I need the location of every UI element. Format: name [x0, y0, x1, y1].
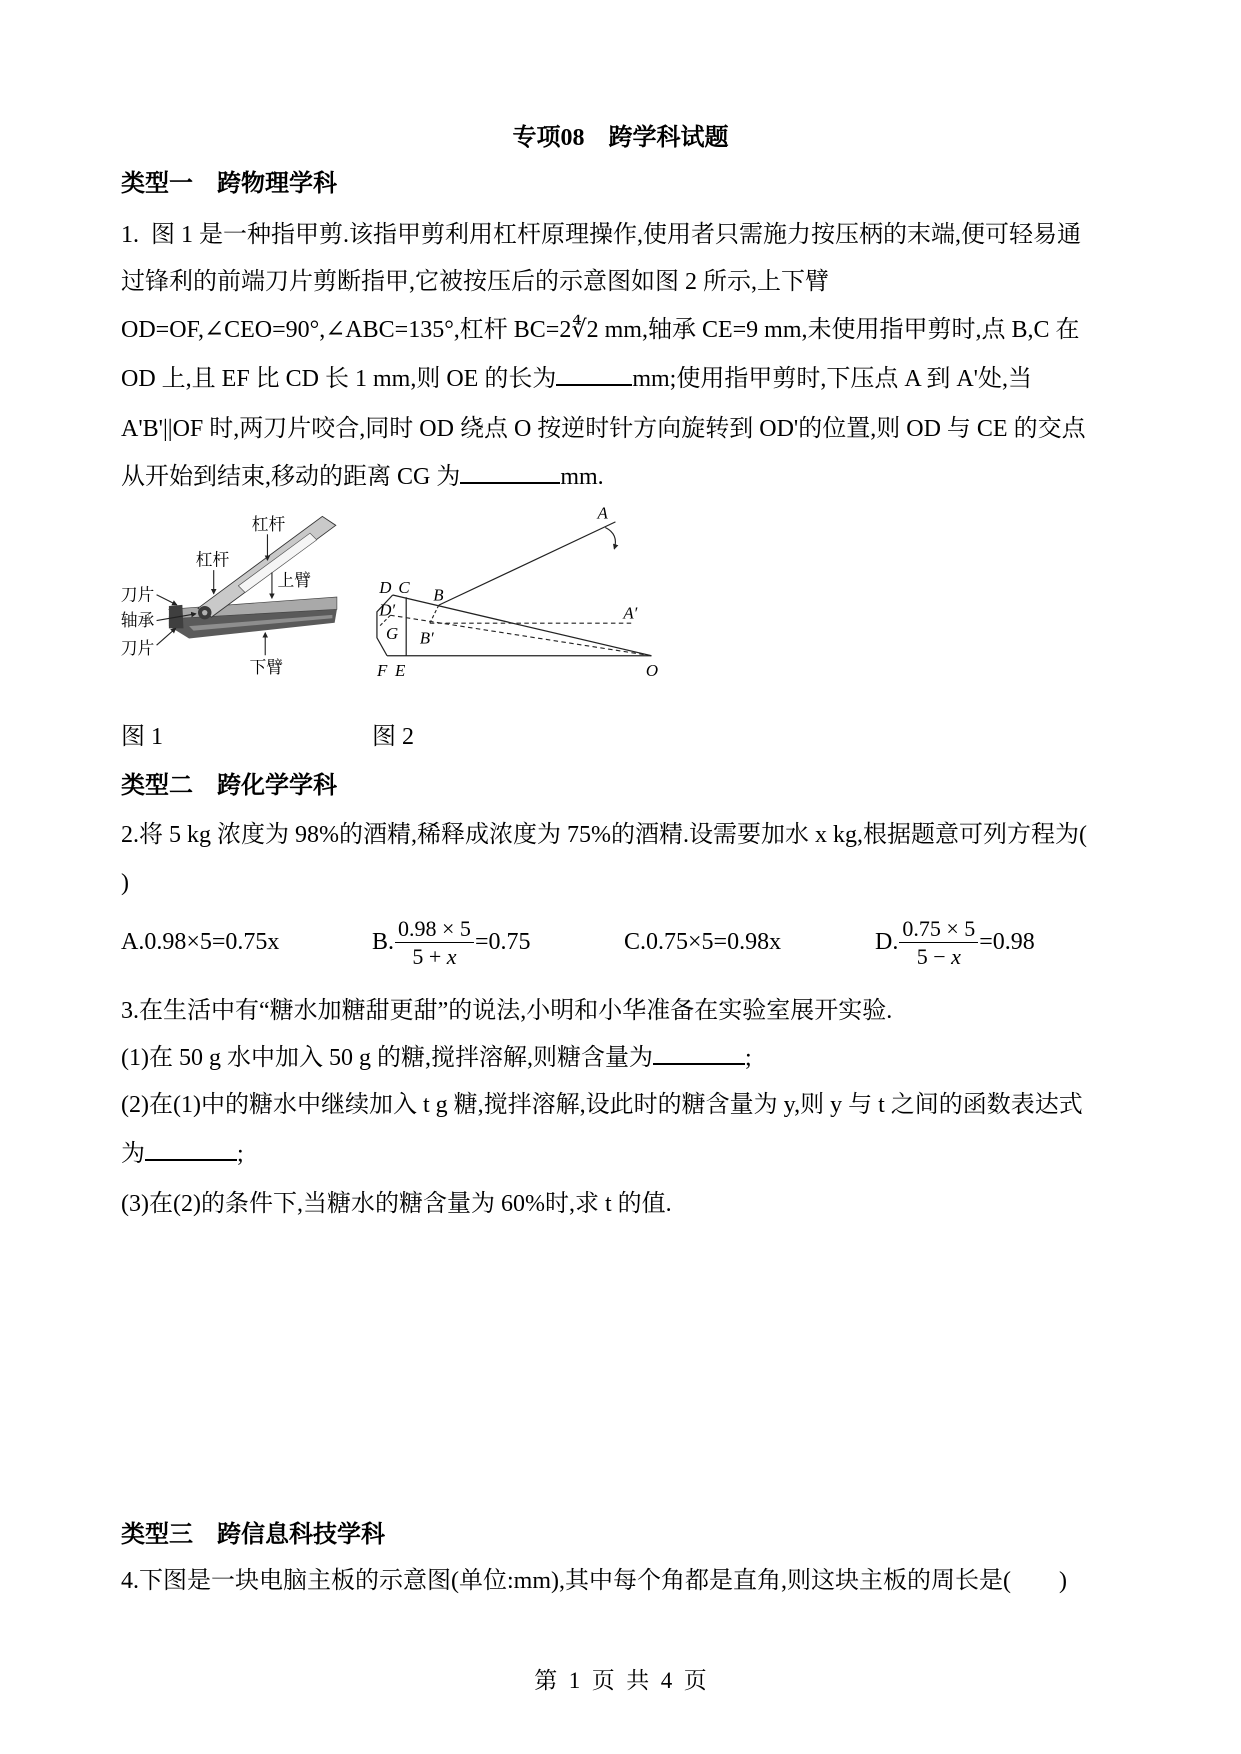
- section-heading-physics: 类型一 跨物理学科: [121, 171, 337, 197]
- page-title: 专项08 跨学科试题: [512, 125, 729, 151]
- option-b-fraction: [395, 915, 474, 970]
- segment-B-B-prime-dashed: [430, 605, 439, 623]
- point-label-D-prime: D′: [379, 600, 396, 620]
- option-d-suffix: =0.98: [979, 928, 1035, 955]
- figure-2-caption: 图 2: [372, 724, 414, 750]
- question-2-stem-end: ): [121, 870, 129, 896]
- question-1-line-6-text-after: mm.: [560, 464, 604, 490]
- question-3-part-1-end: ;: [744, 1045, 752, 1071]
- question-3-part-2-line-2-text: 为: [121, 1141, 145, 1167]
- figure-2-geometry-diagram: [372, 505, 662, 685]
- point-label-A: A: [597, 505, 608, 523]
- point-label-B: B: [433, 585, 444, 605]
- section-heading-info-tech: 类型三 跨信息科技学科: [121, 1522, 385, 1548]
- option-b-denominator-var: x: [446, 943, 457, 969]
- figure-1-nail-clipper: [118, 513, 343, 681]
- option-d-fraction: [899, 915, 978, 970]
- question-2-stem: 2.将 5 kg 浓度为 98%的酒精,稀释成浓度为 75%的酒精.设需要加水 x kg,根据题意可列方程为(: [121, 822, 1087, 848]
- point-label-G: G: [385, 623, 399, 643]
- question-3-stem: 3.在生活中有“糖水加糖甜更甜”的说法,小明和小华准备在实验室展开实验.: [121, 998, 893, 1024]
- label-upper-arm: 上臂: [277, 570, 312, 590]
- answer-blank-oe-length: [556, 364, 632, 386]
- option-b-denominator-const: 5 +: [412, 943, 447, 969]
- question-1-line-4-text-after: mm;使用指甲剪时,下压点 A 到 A'处,当: [632, 366, 1033, 392]
- question-1-line-6: [121, 453, 604, 501]
- clipper-axle-center: [202, 610, 207, 615]
- question-2-option-b: [372, 910, 530, 974]
- question-2-option-d: [875, 910, 1035, 974]
- option-d-numerator: 0.75 × 5: [899, 915, 978, 943]
- label-lever-mid: 杠杆: [195, 550, 230, 570]
- label-lever-top: 杠杆: [251, 514, 286, 534]
- question-1-line-4: [121, 355, 1032, 403]
- question-3-part-2-line-1: (2)在(1)中的糖水中继续加入 t g 糖,搅拌溶解,设此时的糖含量为 y,则 y 与 t 之间的函数表达式: [121, 1092, 1083, 1118]
- question-1-line-4-text-before: OD 上,且 EF 比 CD 长 1 mm,则 OE 的长为: [121, 366, 557, 392]
- rotation-arrow-at-A: [605, 528, 615, 549]
- segment-BA: [439, 522, 616, 605]
- arrow-blade-top: [157, 595, 177, 605]
- option-d-denominator-var: x: [951, 943, 961, 969]
- answer-blank-cg-distance: [460, 462, 560, 484]
- option-d-denominator-const: 5 −: [916, 943, 952, 969]
- question-1-line-3: OD=OF,∠CEO=90°,∠ABC=135°,杠杆 BC=2∜2 mm,轴承 CE=9 mm,未使用指甲剪时,点 B,C 在: [121, 317, 1080, 343]
- section-heading-chemistry: 类型二 跨化学学科: [121, 773, 337, 799]
- question-3-part-1-text: (1)在 50 g 水中加入 50 g 的糖,搅拌溶解,则糖含量为: [121, 1045, 653, 1071]
- option-d-prefix: D.: [875, 928, 899, 955]
- arrow-blade-bottom: [157, 628, 176, 645]
- question-1-line-2: 过锋利的前端刀片剪断指甲,它被按压后的示意图如图 2 所示,上下臂: [121, 269, 829, 295]
- question-3-part-1: [121, 1034, 752, 1082]
- figure-1-caption: 图 1: [121, 724, 163, 750]
- point-label-B-prime: B′: [419, 628, 434, 648]
- label-blade-bottom: 刀片: [120, 639, 155, 659]
- point-label-A-prime: A′: [623, 603, 638, 623]
- question-3-part-3: (3)在(2)的条件下,当糖水的糖含量为 60%时,求 t 的值.: [121, 1191, 672, 1217]
- point-label-O: O: [645, 661, 658, 680]
- option-b-denominator: [409, 943, 459, 970]
- point-label-C: C: [398, 577, 410, 597]
- question-2-option-a: A.0.98×5=0.75x: [121, 928, 280, 955]
- point-label-D: D: [379, 577, 392, 597]
- option-b-numerator: 0.98 × 5: [395, 915, 474, 943]
- question-1-line-1: 1. 图 1 是一种指甲剪.该指甲剪利用杠杆原理操作,使用者只需施力按压柄的末端,便可轻易通: [121, 222, 1081, 248]
- option-d-denominator: [914, 943, 964, 970]
- question-2-option-c: C.0.75×5=0.98x: [624, 928, 782, 955]
- question-4-stem: 4.下图是一块电脑主板的示意图(单位:mm),其中每个角都是直角,则这块主板的周长是( ): [121, 1568, 1067, 1594]
- question-3-part-2-line-2: [121, 1130, 244, 1178]
- question-1-line-6-text-before: 从开始到结束,移动的距离 CG 为: [121, 464, 461, 490]
- page-footer: 第 1 页 共 4 页: [534, 1668, 707, 1693]
- answer-blank-sugar-content: [653, 1043, 745, 1065]
- option-b-prefix: B.: [372, 928, 395, 955]
- label-lower-arm: 下臂: [249, 658, 284, 678]
- point-label-F: F: [376, 661, 388, 680]
- label-blade-top: 刀片: [120, 585, 155, 605]
- question-3-part-2-line-2-end: ;: [237, 1141, 244, 1167]
- option-b-suffix: =0.75: [474, 928, 531, 955]
- question-1-line-5: A'B'||OF 时,两刀片咬合,同时 OD 绕点 O 按逆时针方向旋转到 OD'的位置,则 OD 与 CE 的交点: [121, 416, 1086, 442]
- label-axle: 轴承: [120, 611, 155, 631]
- answer-blank-function-expression: [145, 1139, 237, 1161]
- point-label-E: E: [394, 661, 406, 680]
